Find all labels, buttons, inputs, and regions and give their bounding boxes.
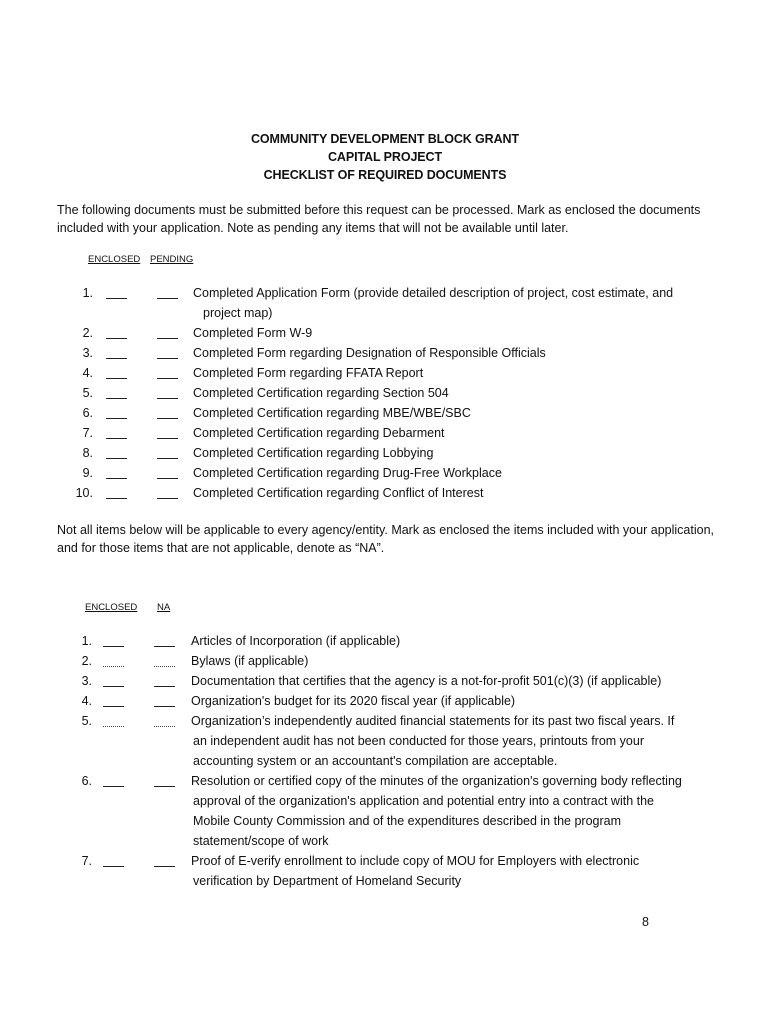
item-number: 9. xyxy=(82,466,93,480)
enclosed-checkbox-blank[interactable] xyxy=(106,358,127,359)
na-checkbox-blank[interactable] xyxy=(154,786,175,787)
checklist-row xyxy=(0,364,770,382)
enclosed-checkbox-blank[interactable] xyxy=(103,866,124,867)
enclosed-checkbox-blank[interactable] xyxy=(103,706,124,707)
item-number: 2. xyxy=(82,326,93,340)
col-header-enclosed: ENCLOSED xyxy=(88,254,141,265)
enclosed-checkbox-blank[interactable] xyxy=(103,646,124,647)
item-description: Completed Certification regarding Debarment xyxy=(193,426,445,440)
enclosed-checkbox-blank[interactable] xyxy=(103,786,124,787)
item-number: 6. xyxy=(81,774,92,788)
item-number: 8. xyxy=(82,446,93,460)
pending-checkbox-blank[interactable] xyxy=(157,418,178,419)
enclosed-checkbox-blank[interactable] xyxy=(106,458,127,459)
checklist-row xyxy=(0,772,770,790)
item-description: Articles of Incorporation (if applicable) xyxy=(191,634,401,648)
checklist-row xyxy=(0,852,770,870)
enclosed-checkbox-blank[interactable] xyxy=(106,418,127,419)
item-description-continued: verification by Department of Homeland Security xyxy=(193,874,462,888)
enclosed-checkbox-blank[interactable] xyxy=(103,686,124,687)
pending-checkbox-blank[interactable] xyxy=(157,438,178,439)
enclosed-checkbox-blank[interactable] xyxy=(106,438,127,439)
item-description: Completed Application Form (provide detailed description of project, cost estimate, and xyxy=(193,286,674,300)
item-description: Completed Certification regarding Section 504 xyxy=(193,386,449,400)
enclosed-checkbox-blank[interactable] xyxy=(106,478,127,479)
item-description-continued: project map) xyxy=(203,306,273,320)
checklist-row xyxy=(0,424,770,442)
enclosed-checkbox-blank[interactable] xyxy=(106,378,127,379)
item-number: 4. xyxy=(81,694,92,708)
item-number: 2. xyxy=(81,654,92,668)
item-description: Completed Certification regarding Conflict of Interest xyxy=(193,486,484,500)
enclosed-checkbox-blank[interactable] xyxy=(103,666,124,667)
item-number: 6. xyxy=(82,406,93,420)
item-description: Documentation that certifies that the agency is a not-for-profit 501(c)(3) (if applicable) xyxy=(191,674,662,688)
item-description: Completed Certification regarding MBE/WBE/SBC xyxy=(193,406,471,420)
enclosed-checkbox-blank[interactable] xyxy=(106,298,127,299)
checklist-row xyxy=(0,712,770,730)
enclosed-checkbox-blank[interactable] xyxy=(106,498,127,499)
checklist-row xyxy=(0,632,770,650)
item-description: Completed Form regarding FFATA Report xyxy=(193,366,424,380)
na-checkbox-blank[interactable] xyxy=(154,866,175,867)
item-number: 3. xyxy=(81,674,92,688)
item-description: Completed Form W-9 xyxy=(193,326,313,340)
checklist-row xyxy=(0,652,770,670)
checklist-row xyxy=(0,484,770,502)
col-header-pending: PENDING xyxy=(150,254,194,265)
title-line-1: COMMUNITY DEVELOPMENT BLOCK GRANT xyxy=(251,132,519,146)
item-description: Proof of E-verify enrollment to include copy of MOU for Employers with electronic xyxy=(191,854,640,868)
page-number: 8 xyxy=(642,915,649,929)
pending-checkbox-blank[interactable] xyxy=(157,398,178,399)
item-description: Resolution or certified copy of the minutes of the organization's governing body reflecting xyxy=(191,774,682,788)
pending-checkbox-blank[interactable] xyxy=(157,338,178,339)
na-checkbox-blank[interactable] xyxy=(154,726,175,727)
item-description: Organization's budget for its 2020 fiscal year (if applicable) xyxy=(191,694,516,708)
item-description: Bylaws (if applicable) xyxy=(191,654,309,668)
item-number: 1. xyxy=(82,286,93,300)
checklist-row xyxy=(0,384,770,402)
item-number: 7. xyxy=(82,426,93,440)
pending-checkbox-blank[interactable] xyxy=(157,498,178,499)
pending-checkbox-blank[interactable] xyxy=(157,478,178,479)
item-number: 4. xyxy=(82,366,93,380)
note-paragraph: Not all items below will be applicable to every agency/entity. Mark as enclosed the items included with your application, and for those items that are not applicable, denote as “NA”. xyxy=(57,523,714,555)
item-number: 7. xyxy=(81,854,92,868)
na-checkbox-blank[interactable] xyxy=(154,646,175,647)
checklist-row xyxy=(0,324,770,342)
item-description: Organization’s independently audited financial statements for its past two fiscal years. If xyxy=(191,714,675,728)
checklist-row xyxy=(0,404,770,422)
enclosed-checkbox-blank[interactable] xyxy=(106,398,127,399)
item-description-continued: approval of the organization's application and potential entry into a contract with the xyxy=(193,794,655,808)
item-description-continued: statement/scope of work xyxy=(193,834,329,848)
title-line-3: CHECKLIST OF REQUIRED DOCUMENTS xyxy=(263,168,507,182)
item-description: Completed Certification regarding Lobbying xyxy=(193,446,434,460)
checklist-row xyxy=(0,284,770,302)
checklist-row xyxy=(0,464,770,482)
enclosed-checkbox-blank[interactable] xyxy=(106,338,127,339)
intro-paragraph: The following documents must be submitted before this request can be processed. Mark as enclosed the documents included with your application. Note as pending any items that will not be available until later. xyxy=(57,203,701,235)
item-description: Completed Form regarding Designation of Responsible Officials xyxy=(193,346,546,360)
item-description: Completed Certification regarding Drug-Free Workplace xyxy=(193,466,502,480)
item-number: 5. xyxy=(82,386,93,400)
na-checkbox-blank[interactable] xyxy=(154,686,175,687)
col-header-na: NA xyxy=(157,602,171,613)
title-line-2: CAPITAL PROJECT xyxy=(327,150,443,164)
pending-checkbox-blank[interactable] xyxy=(157,458,178,459)
item-description-continued: accounting system or an accountant's compilation are acceptable. xyxy=(193,754,558,768)
na-checkbox-blank[interactable] xyxy=(154,706,175,707)
item-description-continued: an independent audit has not been conducted for those years, printouts from your xyxy=(193,734,644,748)
checklist-row xyxy=(0,444,770,462)
enclosed-checkbox-blank[interactable] xyxy=(103,726,124,727)
item-number: 1. xyxy=(81,634,92,648)
item-description-continued: Mobile County Commission and of the expenditures described in the program xyxy=(193,814,622,828)
item-number: 3. xyxy=(82,346,93,360)
checklist-row xyxy=(0,672,770,690)
item-number: 5. xyxy=(81,714,92,728)
col-header-enclosed-2: ENCLOSED xyxy=(85,602,138,613)
na-checkbox-blank[interactable] xyxy=(154,666,175,667)
item-number: 10. xyxy=(75,486,93,500)
pending-checkbox-blank[interactable] xyxy=(157,378,178,379)
pending-checkbox-blank[interactable] xyxy=(157,298,178,299)
pending-checkbox-blank[interactable] xyxy=(157,358,178,359)
checklist-row xyxy=(0,344,770,362)
checklist-row xyxy=(0,692,770,710)
